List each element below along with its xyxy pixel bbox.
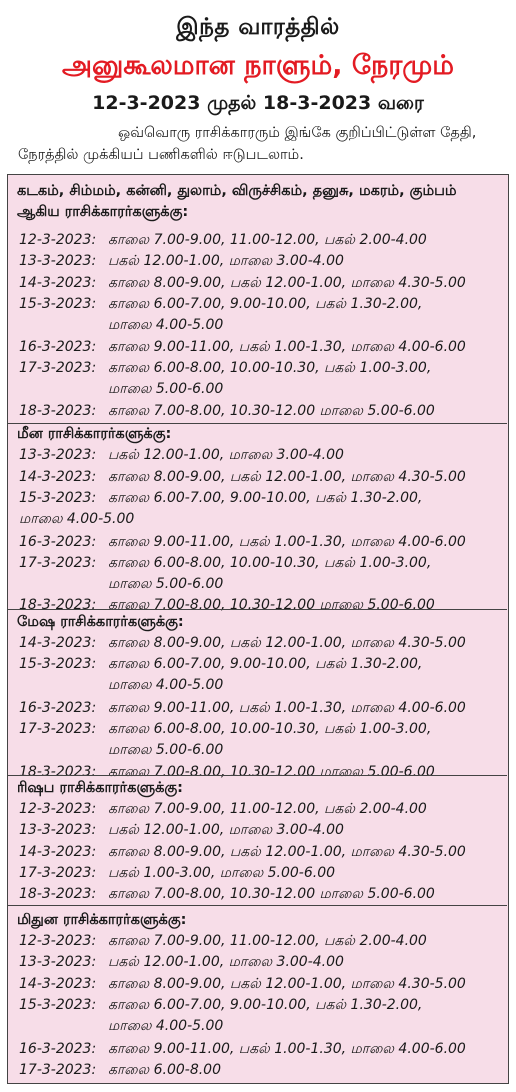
row-time: காலை 8.00-9.00, பகல் 12.00-1.00, மாலை 4.30-5.00 — [108, 976, 466, 992]
schedule-box — [7, 174, 509, 1084]
row-time-cont: மாலை 5.00-6.00 — [108, 742, 224, 758]
schedule-row — [8, 719, 507, 740]
schedule-row — [8, 1060, 507, 1081]
section-meena — [8, 423, 507, 613]
row-date: 14-3-2023: — [19, 844, 97, 860]
row-date: 12-3-2023: — [19, 232, 97, 248]
schedule-row — [8, 842, 507, 863]
sign-heading-cont: ஆகிய ராசிக்காரர்களுக்கு: — [17, 204, 189, 220]
row-time: காலை 7.00-8.00, 10.30-12.00 மாலை 5.00-6.00 — [108, 597, 435, 613]
schedule-row — [8, 337, 507, 358]
sign-heading: மிதுன ராசிக்காரர்களுக்கு: — [17, 912, 187, 928]
schedule-row — [8, 273, 507, 294]
row-time: காலை 6.00-8.00 — [108, 1062, 221, 1078]
schedule-row-cont — [8, 315, 507, 336]
row-date: 13-3-2023: — [19, 822, 97, 838]
schedule-row — [8, 863, 507, 884]
row-time-cont: மாலை 5.00-6.00 — [108, 381, 224, 397]
date-range: 12-3-2023 முதல் 18-3-2023 வரை — [92, 92, 424, 114]
row-time: காலை 7.00-8.00, 10.30-12.00 மாலை 5.00-6.00 — [108, 403, 435, 419]
row-date: 12-3-2023: — [19, 801, 97, 817]
row-date: 15-3-2023: — [19, 997, 97, 1013]
schedule-row — [8, 294, 507, 315]
row-time: காலை 7.00-8.00, 10.30-12.00 மாலை 5.00-6.00 — [108, 886, 435, 902]
row-time: காலை 6.00-8.00, 10.00-10.30, பகல் 1.00-3.00, — [108, 721, 432, 737]
sign-heading: மீன ராசிக்காரர்களுக்கு: — [17, 426, 172, 442]
section-mithuna — [8, 905, 507, 1084]
schedule-row — [8, 974, 507, 995]
schedule-row-cont — [8, 740, 507, 761]
row-time: காலை 6.00-7.00, 9.00-10.00, பகல் 1.30-2.00, — [108, 296, 423, 312]
row-date: 18-3-2023: — [19, 403, 97, 419]
row-time: காலை 7.00-9.00, 11.00-12.00, பகல் 2.00-4.00 — [108, 232, 427, 248]
row-time: பகல் 1.00-3.00, மாலை 5.00-6.00 — [108, 865, 336, 881]
row-date: 15-3-2023: — [19, 296, 97, 312]
row-date: 18-3-2023: — [19, 597, 97, 613]
row-date: 14-3-2023: — [19, 976, 97, 992]
schedule-row — [8, 467, 507, 488]
schedule-row-cont — [8, 509, 507, 530]
sign-heading: மேஷ ராசிக்காரர்களுக்கு: — [17, 614, 184, 630]
row-date: 16-3-2023: — [19, 534, 97, 550]
row-date: 17-3-2023: — [19, 1062, 97, 1078]
schedule-row — [8, 884, 507, 905]
schedule-row-cont — [8, 379, 507, 400]
row-date: 17-3-2023: — [19, 865, 97, 881]
row-time-cont: மாலை 5.00-6.00 — [108, 576, 224, 592]
row-time: பகல் 12.00-1.00, மாலை 3.00-4.00 — [108, 253, 344, 269]
schedule-row — [8, 931, 507, 952]
section-rishaba — [8, 775, 507, 904]
schedule-row — [8, 995, 507, 1016]
row-time-cont: மாலை 4.00-5.00 — [108, 317, 224, 333]
row-time: காலை 9.00-11.00, பகல் 1.00-1.30, மாலை 4.00-6.00 — [108, 1041, 466, 1057]
sign-heading: கடகம், சிம்மம், கன்னி, துலாம், விருச்சிகம், தனுசு, மகரம், கும்பம் — [17, 183, 457, 199]
row-date: 16-3-2023: — [19, 1041, 97, 1057]
schedule-row — [8, 230, 507, 251]
row-time: காலை 6.00-8.00, 10.00-10.30, பகல் 1.00-3.00, — [108, 360, 432, 376]
schedule-row — [8, 654, 507, 675]
row-date: 13-3-2023: — [19, 253, 97, 269]
row-time-cont: மாலை 4.00-5.00 — [19, 511, 135, 527]
row-date: 16-3-2023: — [19, 339, 97, 355]
section-group-signs — [8, 175, 507, 419]
row-time: காலை 7.00-9.00, 11.00-12.00, பகல் 2.00-4.00 — [108, 933, 427, 949]
row-time: காலை 9.00-11.00, பகல் 1.00-1.30, மாலை 4.00-6.00 — [108, 700, 466, 716]
row-date: 14-3-2023: — [19, 635, 97, 651]
schedule-row — [8, 532, 507, 553]
row-date: 16-3-2023: — [19, 700, 97, 716]
row-date: 17-3-2023: — [19, 721, 97, 737]
row-date: 14-3-2023: — [19, 469, 97, 485]
schedule-row-cont — [8, 675, 507, 696]
row-time: காலை 8.00-9.00, பகல் 12.00-1.00, மாலை 4.30-5.00 — [108, 635, 466, 651]
schedule-row — [8, 358, 507, 379]
row-time: காலை 8.00-9.00, பகல் 12.00-1.00, மாலை 4.30-5.00 — [108, 844, 466, 860]
row-time: பகல் 12.00-1.00, மாலை 3.00-4.00 — [108, 822, 344, 838]
schedule-row — [8, 952, 507, 973]
intro-paragraph: ஒவ்வொரு ராசிக்காரரும் இங்கே குறிப்பிட்டுள்ள தேதி, நேரத்தில் முக்கியப் பணிகளில் ஈடுபடலாம். — [18, 125, 477, 163]
row-date: 13-3-2023: — [19, 954, 97, 970]
row-date: 12-3-2023: — [19, 933, 97, 949]
schedule-row — [8, 401, 507, 422]
heading-title: அனுகூலமான நாளும், நேரமும் — [61, 50, 455, 81]
schedule-row — [8, 698, 507, 719]
row-date: 15-3-2023: — [19, 490, 97, 506]
row-time: காலை 9.00-11.00, பகல் 1.00-1.30, மாலை 4.00-6.00 — [108, 339, 466, 355]
row-time: காலை 7.00-9.00, 11.00-12.00, பகல் 2.00-4.00 — [108, 801, 427, 817]
schedule-row-cont — [8, 1016, 507, 1037]
row-time: காலை 8.00-9.00, பகல் 12.00-1.00, மாலை 4.30-5.00 — [108, 469, 466, 485]
row-date: 18-3-2023: — [19, 886, 97, 902]
schedule-row — [8, 445, 507, 466]
section-mesha — [8, 609, 507, 780]
sign-heading: ரிஷப ராசிக்காரர்களுக்கு: — [17, 780, 183, 796]
row-date: 14-3-2023: — [19, 275, 97, 291]
row-time: பகல் 12.00-1.00, மாலை 3.00-4.00 — [108, 447, 344, 463]
row-date: 17-3-2023: — [19, 555, 97, 571]
schedule-row — [8, 553, 507, 574]
row-time: காலை 6.00-7.00, 9.00-10.00, பகல் 1.30-2.00, — [108, 490, 423, 506]
schedule-row — [8, 488, 507, 509]
row-date: 13-3-2023: — [19, 447, 97, 463]
row-time: காலை 8.00-9.00, பகல் 12.00-1.00, மாலை 4.30-5.00 — [108, 275, 466, 291]
heading-line1: இந்த வாரத்தில் — [176, 14, 340, 40]
row-time: பகல் 12.00-1.00, மாலை 3.00-4.00 — [108, 954, 344, 970]
schedule-row-cont — [8, 574, 507, 595]
row-time: காலை 6.00-7.00, 9.00-10.00, பகல் 1.30-2.00, — [108, 997, 423, 1013]
schedule-row — [8, 820, 507, 841]
schedule-row — [8, 799, 507, 820]
row-date: 15-3-2023: — [19, 656, 97, 672]
row-time-cont: மாலை 4.00-5.00 — [108, 677, 224, 693]
row-time: காலை 7.00-8.00, 10.30-12.00 மாலை 5.00-6.00 — [108, 764, 435, 780]
row-time: காலை 6.00-8.00, 10.00-10.30, பகல் 1.00-3.00, — [108, 555, 432, 571]
row-time: காலை 6.00-7.00, 9.00-10.00, பகல் 1.30-2.00, — [108, 656, 423, 672]
row-date: 17-3-2023: — [19, 360, 97, 376]
schedule-row — [8, 251, 507, 272]
schedule-row — [8, 633, 507, 654]
row-date: 18-3-2023: — [19, 764, 97, 780]
row-time: காலை 9.00-11.00, பகல் 1.00-1.30, மாலை 4.00-6.00 — [108, 534, 466, 550]
row-time-cont: மாலை 4.00-5.00 — [108, 1018, 224, 1034]
schedule-row — [8, 1039, 507, 1060]
